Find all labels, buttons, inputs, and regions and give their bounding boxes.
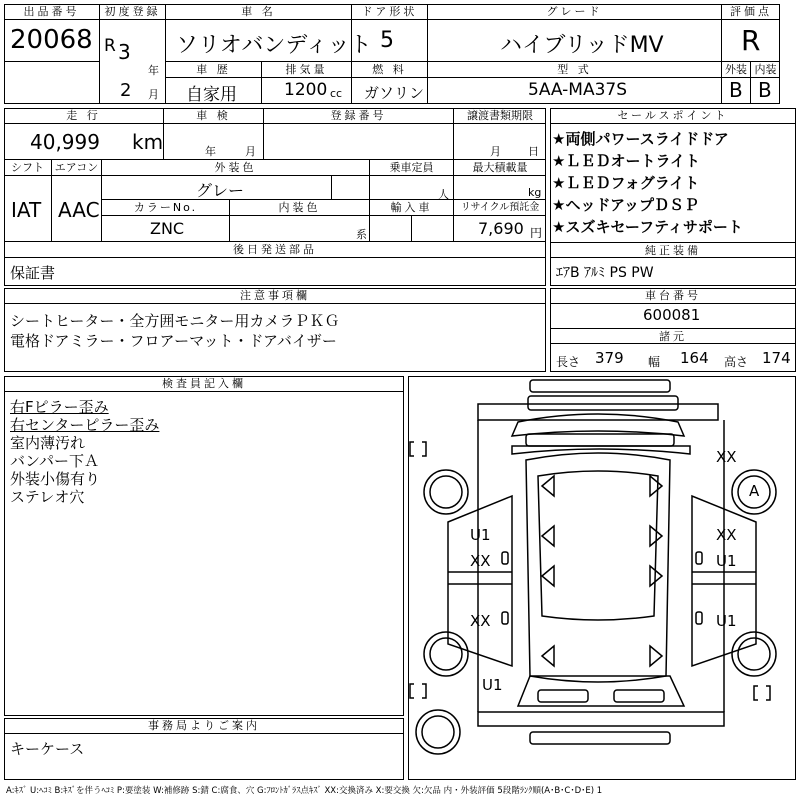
later-parts-label: 後日発送部品: [4, 242, 546, 258]
lot-number: 20068: [10, 25, 93, 55]
notes-line-1: シートヒーター・全方囲モニター用カメラＰＫＧ: [10, 312, 340, 330]
sales-point-5: ★スズキセーフティサポート: [552, 218, 743, 236]
body-color-label: 外装色: [102, 160, 370, 176]
mark-front-right-a: A: [749, 482, 760, 500]
displacement-value: 1200: [284, 80, 328, 100]
capacity-label: 乗車定員: [370, 160, 454, 176]
mark-front-right-xx: XX: [716, 448, 737, 466]
recycle-label: リサイクル預託金: [454, 200, 546, 216]
era: R: [104, 36, 116, 56]
mark-right-u1-1: U1: [716, 552, 737, 570]
inspection-label: 車 検: [164, 108, 264, 124]
score-value: R: [741, 24, 761, 57]
inspector-line-1: 右Fピラー歪み: [10, 398, 109, 416]
sales-points-label: セールスポイント: [550, 108, 796, 124]
model-label: 型 式: [428, 62, 722, 78]
notes-label: 注意事項欄: [4, 288, 546, 304]
inspector-line-4: バンパー下Ａ: [10, 452, 99, 470]
registration-label: 登録番号: [264, 108, 454, 124]
sales-point-4: ★ヘッドアップＤＳＰ: [552, 196, 699, 214]
mark-rear-left-u1: U1: [482, 676, 503, 694]
history-label: 車 歴: [166, 62, 262, 78]
mark-right-xx-1: XX: [716, 526, 737, 544]
chassis-number: 600081: [643, 306, 701, 324]
mileage-value: 40,999: [30, 130, 100, 154]
fuel-label: 燃 料: [352, 62, 428, 78]
mark-left-u1-top: U1: [470, 526, 491, 544]
aircon-value: AAC: [58, 198, 100, 222]
color-no-label: カラーNo.: [102, 200, 230, 216]
car-name-label: 車 名: [166, 4, 352, 20]
body-color-value: グレー: [196, 181, 245, 200]
height-value: 174: [762, 349, 791, 367]
first-reg-label: 初度登録: [100, 4, 166, 20]
sales-point-2: ★ＬＥＤオートライト: [552, 152, 700, 170]
lot-label: 出品番号: [4, 4, 100, 20]
import-label: 輸入車: [370, 200, 454, 216]
car-diagram: [408, 376, 796, 780]
grade-label: グレード: [428, 4, 722, 20]
reg-month: 2: [120, 80, 132, 101]
sales-point-1: ★両側パワースライドドア: [552, 130, 729, 148]
notes-line-2: 電格ドアミラー・フロアーマット・ドアバイザー: [10, 332, 337, 350]
mark-left-xx-1: XX: [470, 552, 491, 570]
aircon-label: エアコン: [52, 160, 102, 176]
length-value: 379: [595, 349, 624, 367]
model-value: 5AA-MA37S: [528, 80, 628, 100]
office-value: キーケース: [10, 740, 85, 758]
office-label: 事務局よりご案内: [4, 718, 404, 734]
ext-grade: B: [729, 78, 743, 102]
int-grade: B: [758, 78, 772, 102]
interior-color-label: 内装色: [230, 200, 370, 216]
history-value: 自家用: [186, 85, 237, 105]
reg-year: 3: [118, 40, 131, 64]
genuine-equip-label: 純正装備: [550, 242, 796, 258]
door-value: 5: [380, 28, 394, 53]
inspector-line-3: 室内薄汚れ: [10, 434, 86, 452]
inspector-line-2: 右センターピラー歪み: [10, 416, 160, 434]
shift-value: IAT: [11, 198, 42, 222]
mileage-label: 走 行: [4, 108, 164, 124]
grade-value: ハイブリッドMV: [500, 33, 664, 58]
ext-label: 外装: [722, 62, 751, 78]
door-label: ドア形状: [352, 4, 428, 20]
inspector-label: 検査員記入欄: [4, 376, 404, 392]
mark-left-xx-2: XX: [470, 612, 491, 630]
score-label: 評価点: [722, 4, 780, 20]
shift-label: シフト: [4, 160, 52, 176]
genuine-equip-value: ｴｱB ｱﾙﾐ PS PW: [556, 265, 654, 281]
inspector-line-5: 外装小傷有り: [10, 470, 101, 488]
dims-label: 諸元: [550, 328, 796, 344]
recycle-value: 7,690: [478, 219, 524, 238]
sales-point-3: ★ＬＥＤフォグライト: [552, 174, 700, 192]
later-parts-value: 保証書: [10, 264, 56, 282]
legend-text: A:ｷｽﾞ U:ﾍｺﾐ B:ｷｽﾞを伴うﾍｺﾐ P:要塗装 W:補修跡 S:錆 C:腐食、穴 G:ﾌﾛﾝﾄｶﾞﾗｽ点ｷｽﾞ XX:交換済み X:要交換 欠:欠品 内・外装評価 5段階ﾗﾝｸ順(A･B･C･D･E) 1: [6, 786, 603, 796]
color-no-value: ZNC: [150, 219, 185, 238]
mark-right-u1-2: U1: [716, 612, 737, 630]
chassis-label: 車台番号: [550, 288, 796, 304]
displacement-label: 排気量: [262, 62, 352, 78]
fuel-value: ガソリン: [364, 84, 425, 102]
load-label: 最大積載量: [454, 160, 546, 176]
transfer-label: 譲渡書類期限: [454, 108, 546, 124]
width-value: 164: [680, 349, 709, 367]
car-name: ソリオバンディット: [176, 33, 372, 58]
int-label: 内装: [751, 62, 780, 78]
inspector-line-6: ステレオ穴: [10, 488, 85, 506]
